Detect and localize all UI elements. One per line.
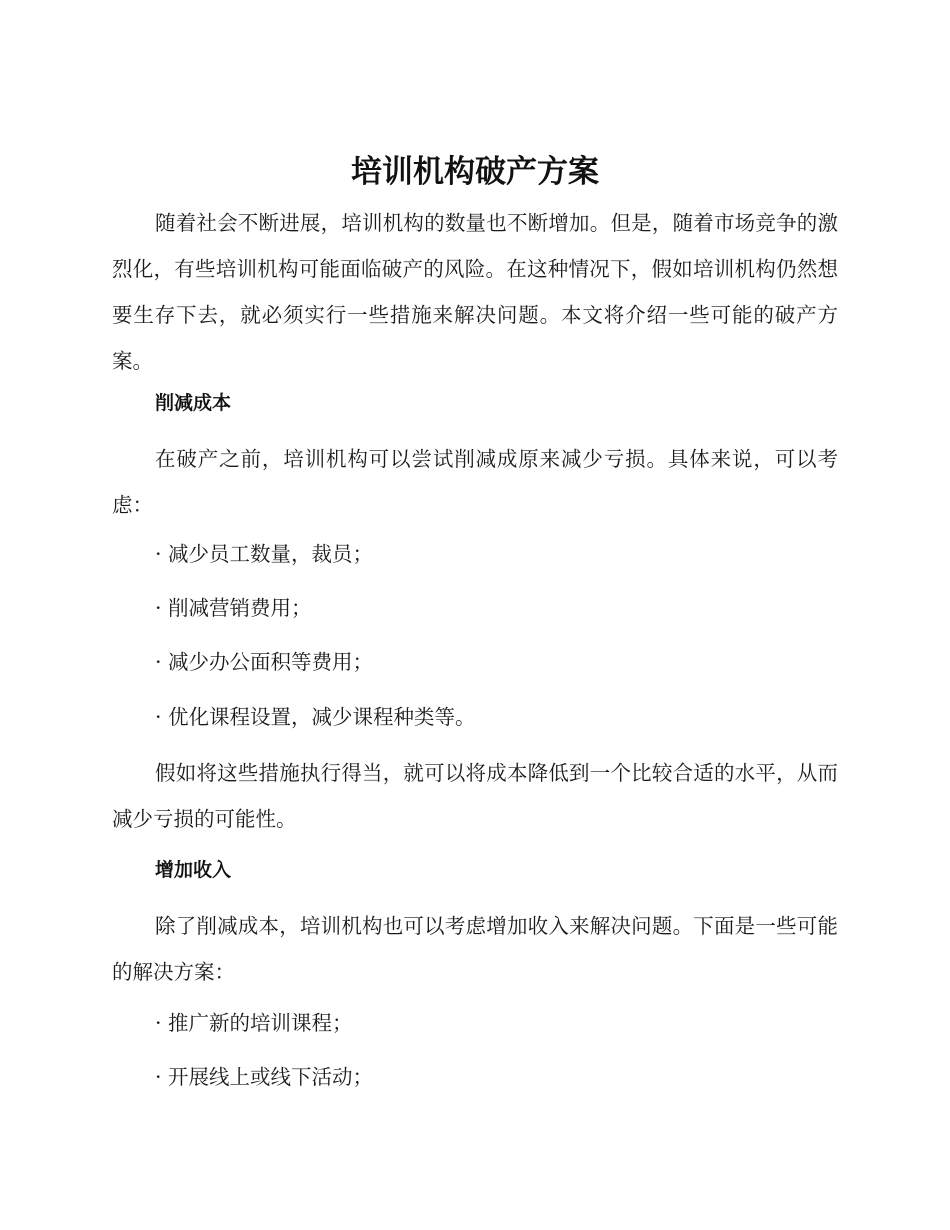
list-item: · 减少办公面积等费用； bbox=[155, 650, 374, 674]
section-heading-increase-revenue: 增加收入 bbox=[155, 859, 232, 881]
cost-reduction-lead-paragraph: 在破产之前，培训机构可以尝试削减成原来减少亏损。具体来说，可以考虑： bbox=[112, 447, 838, 517]
list-item: · 开展线上或线下活动； bbox=[155, 1065, 374, 1089]
list-item: · 推广新的培训课程； bbox=[155, 1011, 353, 1035]
intro-paragraph: 随着社会不断进展，培训机构的数量也不断增加。但是，随着市场竞争的激烈化，有些培训机构可能面临破产的风险。在这种情况下，假如培训机构仍然想要生存下去，就必须实行一些措施来解决问题。本文将介绍一些可能的破产方案。 bbox=[112, 211, 838, 373]
list-item: · 减少员工数量，裁员； bbox=[155, 542, 374, 566]
increase-revenue-lead-paragraph: 除了削减成本，培训机构也可以考虑增加收入来解决问题。下面是一些可能的解决方案： bbox=[112, 914, 838, 984]
document-title: 培训机构破产方案 bbox=[351, 154, 599, 190]
section-heading-cost-reduction: 削减成本 bbox=[155, 392, 232, 414]
list-item: · 削减营销费用； bbox=[155, 596, 312, 620]
cost-reduction-conclusion-paragraph: 假如将这些措施执行得当，就可以将成本降低到一个比较合适的水平，从而减少亏损的可能性。 bbox=[112, 761, 838, 831]
list-item: · 优化课程设置，减少课程种类等。 bbox=[155, 705, 476, 729]
